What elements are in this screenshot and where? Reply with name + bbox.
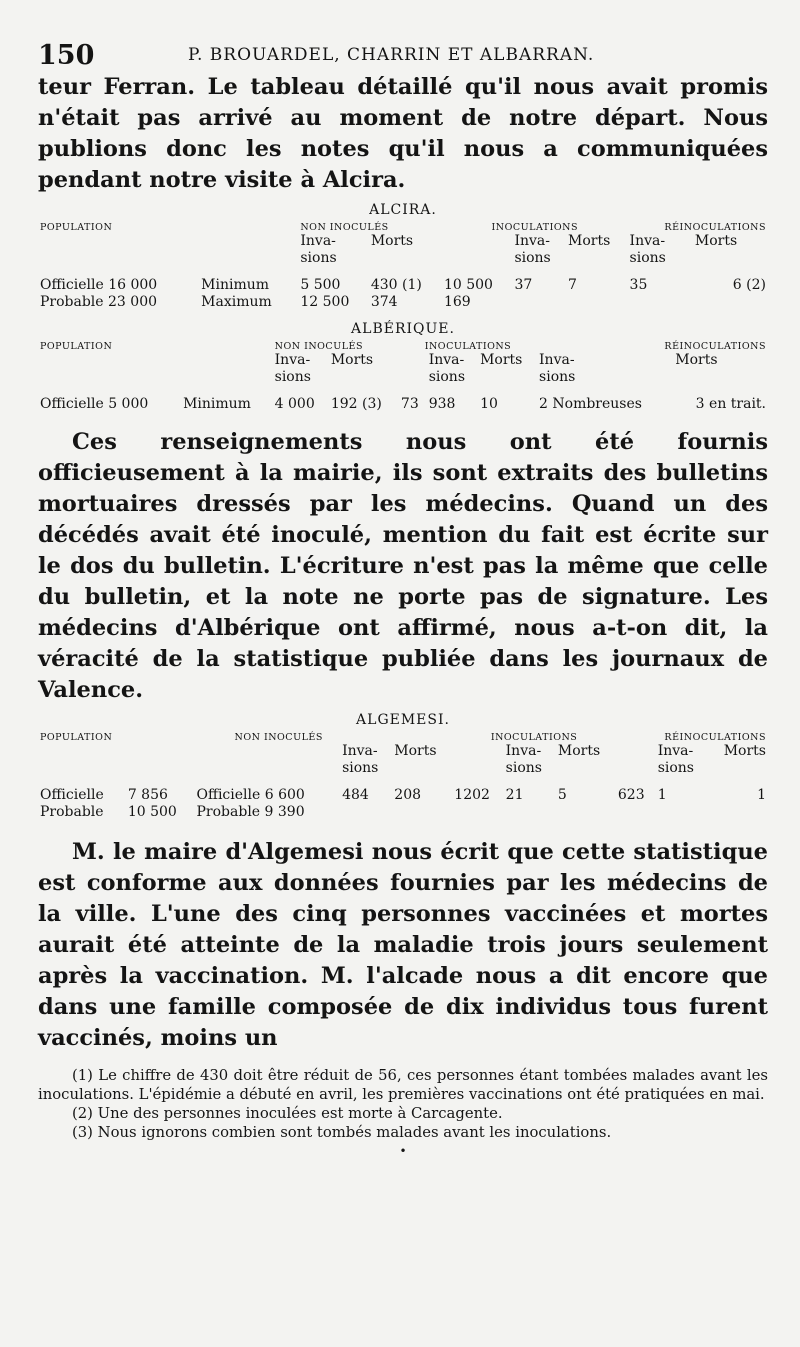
- footnote-3: (3) Nous ignorons combien sont tombés malades avant les inoculations.: [72, 1124, 612, 1141]
- subheader-morts: Morts: [557, 743, 601, 759]
- table-subheader-row: [38, 352, 768, 369]
- alberique-table-title: ALBÉRIQUE.: [351, 321, 455, 337]
- column-header-reinoculations: RÉINOCULATIONS: [664, 222, 766, 233]
- column-header-population: POPULATION: [40, 222, 113, 233]
- column-header-reinoculations: RÉINOCULATIONS: [664, 732, 766, 743]
- table-cell: 374: [370, 294, 398, 310]
- table-cell: 10 500: [443, 277, 493, 293]
- subheader-sions: sions: [539, 369, 576, 385]
- table-cell: 938: [428, 396, 456, 412]
- footnotes: [38, 1066, 768, 1142]
- table-header-row: [38, 222, 768, 233]
- subheader-sions: sions: [342, 760, 379, 776]
- column-header-population: POPULATION: [40, 341, 113, 352]
- table-cell: 4 000: [274, 396, 315, 412]
- subheader-inva: Inva-: [274, 352, 311, 368]
- column-header-population: POPULATION: [40, 732, 113, 743]
- intro-paragraph: teur Ferran. Le tableau détaillé qu'il nous avait promis n'était pas arrivé au moment de notre départ. Nous publions donc les notes qu'il nous a communiquées pendant notre visite à Alcira.: [38, 74, 768, 193]
- table-cell: 484: [342, 787, 369, 803]
- table-cell: 1202: [454, 787, 490, 803]
- ornament-dot: •: [399, 1144, 407, 1158]
- subheader-sions: sions: [274, 369, 311, 385]
- book-page: [38, 36, 768, 1158]
- table-cell: 430 (1): [370, 277, 422, 293]
- table-cell: 37: [514, 277, 533, 293]
- table-header-row: [38, 341, 768, 352]
- column-header-reinoculations: RÉINOCULATIONS: [664, 341, 766, 352]
- running-title: P. BROUARDEL, CHARRIN ET ALBARRAN.: [188, 45, 595, 65]
- subheader-inva: Inva-: [300, 233, 336, 249]
- table-subheader-row: [38, 760, 768, 777]
- algemesi-table: [38, 732, 768, 821]
- table-cell: 169: [443, 294, 471, 310]
- subheader-sions: sions: [629, 250, 666, 266]
- subheader-inva: Inva-: [505, 743, 542, 759]
- table-cell: 10: [480, 396, 498, 412]
- subheader-morts: Morts: [568, 233, 611, 249]
- table-row: [38, 294, 768, 311]
- subheader-morts: Morts: [370, 233, 414, 249]
- table-cell: 3 en trait.: [695, 396, 766, 412]
- table-row: [38, 787, 768, 804]
- subheader-morts: Morts: [694, 233, 738, 249]
- subheader-sions: sions: [428, 369, 466, 385]
- subheader-inva: Inva-: [514, 233, 550, 249]
- table-cell: 73: [400, 396, 419, 412]
- table-cell: 5 500: [300, 277, 341, 293]
- table-cell: 5: [557, 787, 567, 803]
- subheader-morts: Morts: [330, 352, 374, 368]
- closing-paragraph: M. le maire d'Algemesi nous écrit que cette statistique est conforme aux données fournies par les médecins de la ville. L'une des cinq personnes vaccinées et mortes aurait été atteinte de la maladie trois jours seulement après la vaccination. M. l'alcade nous a dit encore que dans une famille composée de dix individus tous furent vaccinés, moins un: [38, 839, 768, 1051]
- table-cell: Probable 9 390: [196, 804, 305, 820]
- table-cell: 208: [394, 787, 422, 803]
- table-cell: 2 Nombreuses: [539, 396, 642, 412]
- middle-paragraph: Ces renseignements nous ont été fournis officieusement à la mairie, ils sont extraits des bulletins mortuaires dressés par les médecins. Quand un des décédés avait été inoculé, mention du fait est écrite sur le dos du bulletin. L'écriture n'est pas la même que celle du bulletin, et la note ne porte pas de signature. Les médecins d'Albérique ont affirmé, nous a-t-on dit, la véracité de la statistique publiée dans les journaux de Valence.: [38, 429, 768, 703]
- table-cell: 35: [629, 277, 648, 293]
- table-cell: Probable: [40, 804, 104, 820]
- table-cell: 12 500: [300, 294, 350, 310]
- alcira-table: [38, 222, 768, 311]
- table-row: [38, 277, 768, 294]
- algemesi-table-title: ALGEMESI.: [356, 712, 450, 728]
- table-cell: Officielle: [40, 787, 104, 803]
- table-header-row: [38, 732, 768, 743]
- table-subheader-row: [38, 369, 768, 386]
- subheader-morts: Morts: [723, 743, 766, 759]
- subheader-inva: Inva-: [629, 233, 666, 249]
- subheader-inva: Inva-: [539, 352, 575, 368]
- subheader-inva: Inva-: [657, 743, 694, 759]
- table-cell: 1: [657, 787, 667, 803]
- alberique-table: [38, 341, 768, 413]
- table-cell: 192 (3): [330, 396, 382, 412]
- table-cell: 7: [568, 277, 577, 293]
- page-header: [38, 36, 768, 72]
- table-row: [38, 804, 768, 821]
- column-header-inoculations: INOCULATIONS: [490, 732, 578, 743]
- subheader-morts: Morts: [480, 352, 523, 368]
- table-cell: 6 (2): [732, 277, 766, 293]
- subheader-sions: sions: [300, 250, 337, 266]
- column-header-non-inocules: NON INOCULÉS: [274, 341, 363, 352]
- subheader-morts: Morts: [675, 352, 718, 368]
- table-cell: 21: [505, 787, 524, 803]
- subheader-morts: Morts: [394, 743, 437, 759]
- footnote-2: (2) Une des personnes inoculées est morte à Carcagente.: [72, 1105, 503, 1122]
- table-row: [38, 396, 768, 413]
- column-header-non-inocules: NON INOCULÉS: [234, 732, 323, 743]
- table-cell: 7 856: [127, 787, 168, 803]
- table-cell: Officielle 5 000: [40, 396, 149, 412]
- footnote-1: (1) Le chiffre de 430 doit être réduit de 56, ces personnes étant tombées malades avant les inoculations. L'épidémie a débuté en avril, les premières vaccinations ont été pratiquées en mai.: [38, 1067, 768, 1103]
- subheader-inva: Inva-: [342, 743, 378, 759]
- page-number: 150: [38, 40, 95, 71]
- table-subheader-row: [38, 743, 768, 760]
- table-subheader-row: [38, 250, 768, 267]
- subheader-sions: sions: [505, 760, 542, 776]
- subheader-sions: sions: [514, 250, 551, 266]
- table-cell: Minimum: [201, 277, 270, 293]
- subheader-inva: Inva-: [428, 352, 465, 368]
- column-header-inoculations: INOCULATIONS: [491, 222, 578, 233]
- table-cell: Maximum: [201, 294, 272, 310]
- table-cell: Officielle 6 600: [196, 787, 305, 803]
- alcira-table-title: ALCIRA.: [369, 202, 437, 218]
- table-cell: 623: [617, 787, 645, 803]
- subheader-sions: sions: [657, 760, 694, 776]
- table-cell: 1: [757, 787, 766, 803]
- table-cell: Officielle 16 000: [40, 277, 158, 293]
- column-header-inoculations: INOCULATIONS: [424, 341, 512, 352]
- table-cell: 10 500: [127, 804, 177, 820]
- column-header-non-inocules: NON INOCULÉS: [300, 222, 389, 233]
- table-cell: Probable 23 000: [40, 294, 158, 310]
- table-cell: Minimum: [183, 396, 251, 412]
- table-subheader-row: [38, 233, 768, 250]
